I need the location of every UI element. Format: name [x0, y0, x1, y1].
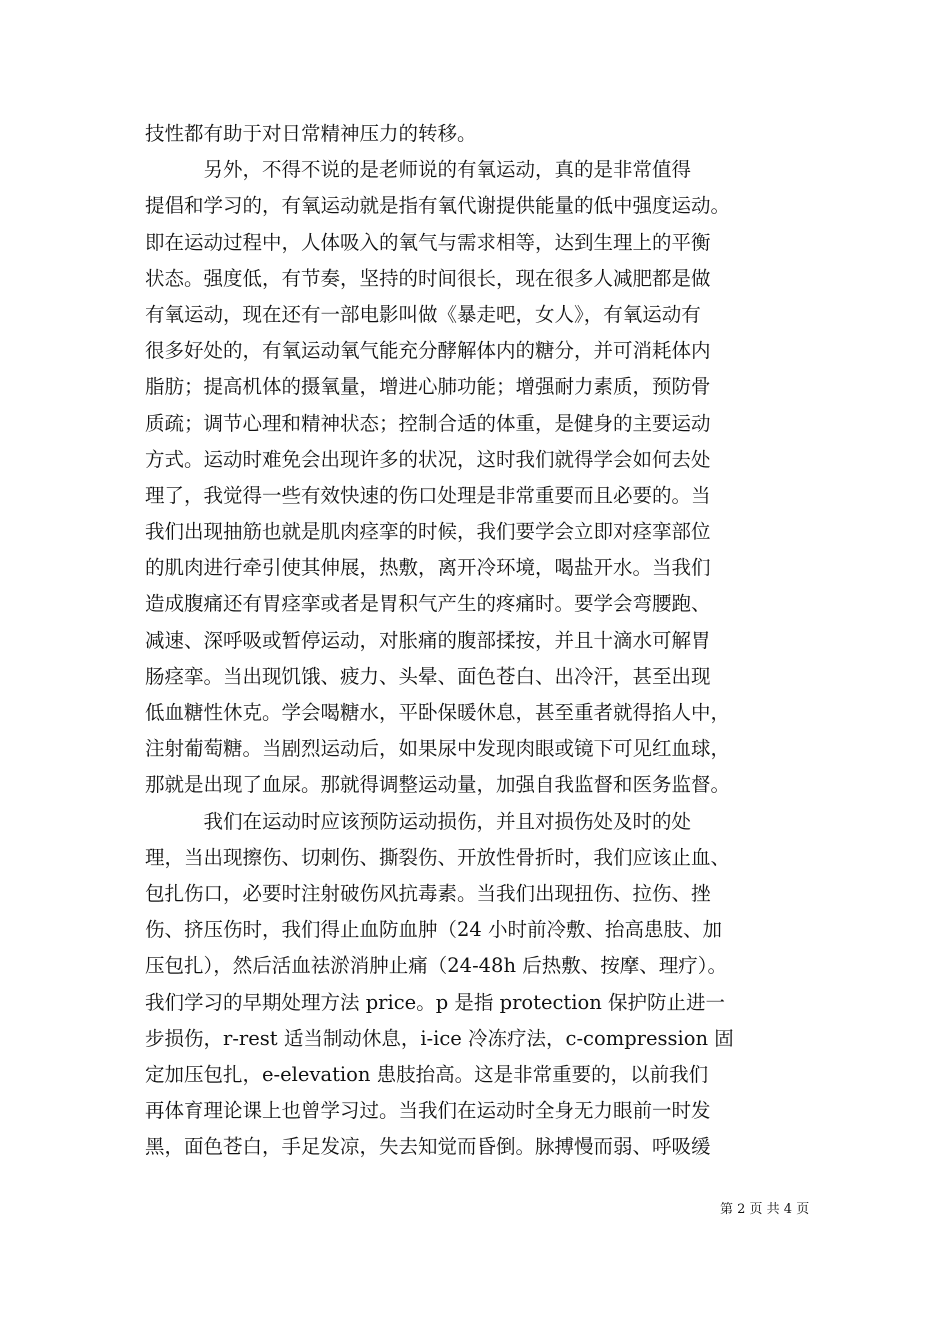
- text-line: 我们在运动时应该预防运动损伤，并且对损伤处及时的处: [145, 809, 692, 833]
- text-line: 定加压包扎，e-elevation 患肢抬高。这是非常重要的，以前我们: [145, 1062, 709, 1086]
- text-line: 我们出现抽筋也就是肌肉痉挛的时候，我们要学会立即对痉挛部位: [145, 520, 711, 544]
- text-line: 理了，我觉得一些有效快速的伤口处理是非常重要而且必要的。当: [145, 483, 711, 507]
- text-line: 方式。运动时难免会出现许多的状况，这时我们就得学会如何去处: [145, 447, 711, 471]
- body-text: [145, 116, 825, 1165]
- page-footer: 第 2 页 共 4 页: [720, 1202, 810, 1217]
- text-line: 步损伤，r-rest 适当制动休息，i-ice 冷冻疗法，c-compression 固: [145, 1026, 734, 1050]
- text-line: 再体育理论课上也曾学习过。当我们在运动时全身无力眼前一时发: [145, 1099, 711, 1123]
- text-line: 我们学习的早期处理方法 price。p 是指 protection 保护防止进一: [145, 990, 725, 1014]
- text-line: 注射葡萄糖。当剧烈运动后，如果尿中发现肉眼或镜下可见红血球，: [145, 737, 731, 761]
- text-line: 提倡和学习的，有氧运动就是指有氧代谢提供能量的低中强度运动。: [145, 194, 731, 218]
- text-line: 即在运动过程中，人体吸入的氧气与需求相等，达到生理上的平衡: [145, 230, 711, 254]
- text-line: 很多好处的，有氧运动氧气能充分酵解体内的糖分，并可消耗体内: [145, 339, 711, 363]
- text-line: 肠痉挛。当出现饥饿、疲力、头晕、面色苍白、出冷汗，甚至出现: [145, 664, 711, 688]
- text-line: 另外，不得不说的是老师说的有氧运动，真的是非常值得: [145, 158, 692, 182]
- text-line: 那就是出现了血尿。那就得调整运动量，加强自我监督和医务监督。: [145, 773, 731, 797]
- text-line: 质疏；调节心理和精神状态；控制合适的体重，是健身的主要运动: [145, 411, 711, 435]
- text-line: 脂肪；提高机体的摄氧量，增进心肺功能；增强耐力素质，预防骨: [145, 375, 711, 399]
- text-line: 状态。强度低，有节奏，坚持的时间很长，现在很多人减肥都是做: [145, 266, 711, 290]
- text-line: 压包扎），然后活血祛淤消肿止痛（24-48h 后热敷、按摩、理疗）。: [145, 954, 727, 978]
- text-line: 减速、深呼吸或暂停运动，对胀痛的腹部揉按，并且十滴水可解胃: [145, 628, 711, 652]
- text-line: 包扎伤口，必要时注射破伤风抗毒素。当我们出现扭伤、拉伤、挫: [145, 881, 711, 905]
- text-line: 造成腹痛还有胃痉挛或者是胃积气产生的疼痛时。要学会弯腰跑、: [145, 592, 711, 616]
- text-line: 黑，面色苍白，手足发凉，失去知觉而昏倒。脉搏慢而弱、呼吸缓: [145, 1135, 711, 1159]
- text-line: 低血糖性休克。学会喝糖水，平卧保暖休息，甚至重者就得掐人中，: [145, 701, 731, 724]
- text-line: 有氧运动，现在还有一部电影叫做《暴走吧，女人》，有氧运动有: [145, 302, 701, 326]
- text-line: 理，当出现擦伤、切刺伤、撕裂伤、开放性骨折时，我们应该止血、: [145, 845, 731, 869]
- text-line: 的肌肉进行牵引使其伸展，热敷，离开冷环境，喝盐开水。当我们: [145, 556, 711, 580]
- text-line: 伤、挤压伤时，我们得止血防血肿（24 小时前冷敷、抬高患肢、加: [145, 918, 723, 942]
- text-line: 技性都有助于对日常精神压力的转移。: [145, 122, 477, 145]
